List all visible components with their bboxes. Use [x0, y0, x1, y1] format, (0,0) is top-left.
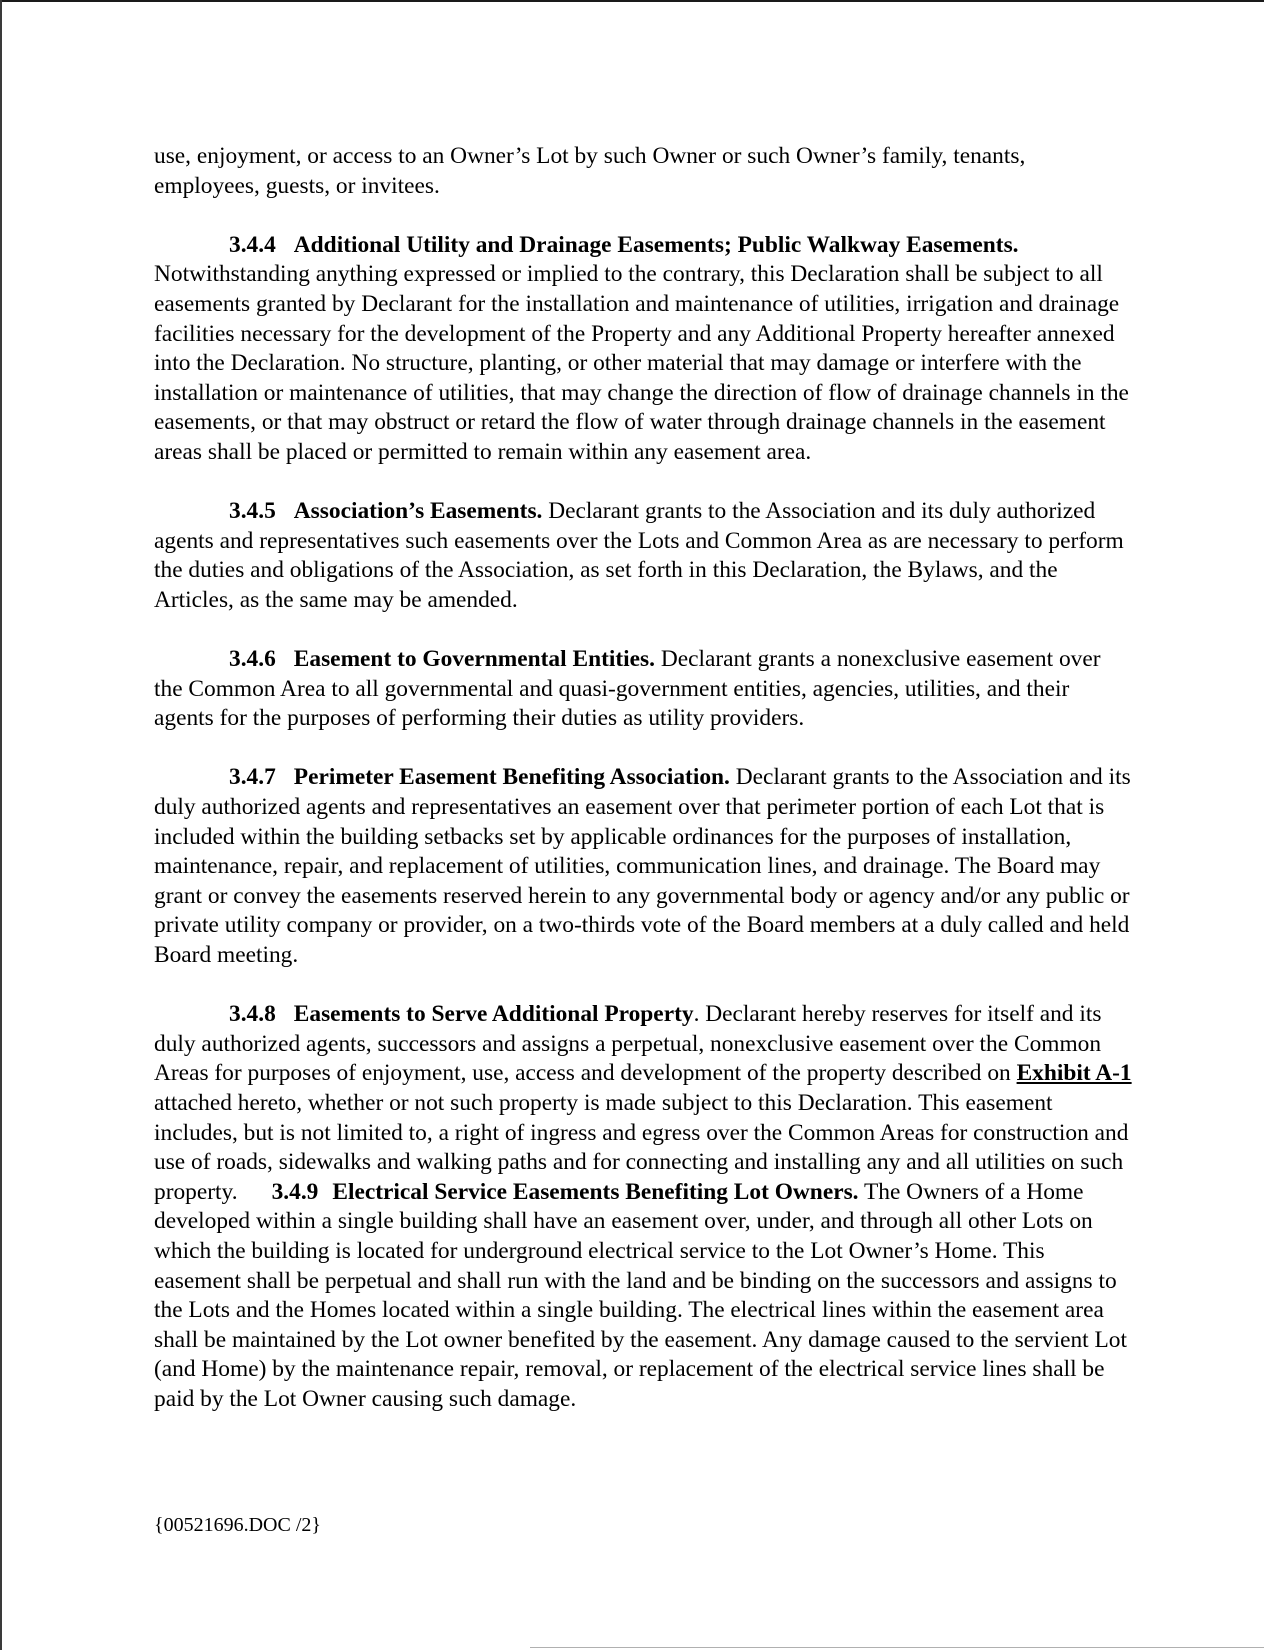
- section-number: 3.4.9: [271, 1178, 319, 1205]
- section-title: Easement to Governmental Entities.: [293, 646, 655, 673]
- section-3-4-9-text: The Owners of a Home developed within a single building shall have an easement over, under, and through all other Lots on which the building is located for underground electrical service to the Lot Owner’s Home. This easement shall be perpetual and shall run with the land and be binding on the successors and assigns to the Lots and the Homes located within a single building. The electrical lines within the easement area shall be maintained by the Lot owner benefited by the easement. Any damage caused to the servient Lot (and Home) by the maintenance repair, removal, or replacement of the electrical service lines shall be paid by the Lot Owner causing such damage.: [154, 1178, 1127, 1412]
- exhibit-reference: Exhibit A-1: [1016, 1060, 1132, 1087]
- section-text: Declarant grants a nonexclusive easement over the Common Area to all governmental and quasi-government entities, agencies, utilities, and their agents for the purposes of performing their duties as utility providers.: [154, 646, 1101, 732]
- section-number: 3.4.6: [229, 646, 276, 673]
- section-3-4-5: [154, 497, 1134, 615]
- section-3-4-6: [154, 645, 1134, 734]
- section-3-4-7: [154, 763, 1134, 970]
- section-number: 3.4.5: [229, 498, 276, 525]
- section-text: Declarant grants to the Association and its duly authorized agents and representatives an easement over that perimeter portion of each Lot that is included within the building setbacks set by applicable ordinances for the purposes of installation, maintenance, repair, and replacement of utilities, communication lines, and drainage. The Board may grant or convey the easements reserved herein to any governmental body or agency and/or any public or private utility company or provider, on a two-thirds vote of the Board members at a duly called and held Board meeting.: [154, 764, 1131, 969]
- section-text-part-b: attached hereto, whether or not such property is made subject to this Declaration. This easement includes, but is not limited to, a right of ingress and egress over the Common Areas for construction and use of roads, sidewalks and walking paths and for connecting and installing any and all utilities on such property.: [154, 1090, 1129, 1205]
- section-3-4-8: [154, 1000, 1134, 1414]
- intro-paragraph: [154, 142, 1134, 201]
- section-number: 3.4.4: [229, 231, 276, 258]
- scan-edge-bottom: [530, 1647, 1264, 1648]
- section-3-4-9-heading: [272, 1179, 859, 1205]
- section-number: 3.4.7: [229, 764, 276, 791]
- section-title: Easements to Serve Additional Property: [293, 1001, 694, 1028]
- section-text: Declarant grants to the Association and its duly authorized agents and representatives such easements over the Lots and Common Area as are necessary to perform the duties and obligations of the Association, as set forth in this Declaration, the Bylaws, and the Articles, as the same may be amended.: [154, 498, 1124, 613]
- section-title: Perimeter Easement Benefiting Association.: [293, 764, 730, 791]
- section-number: 3.4.8: [229, 1001, 276, 1028]
- section-text: Notwithstanding anything expressed or implied to the contrary, this Declaration shall be subject to all easements granted by Declarant for the installation and maintenance of utilities, irrigation and drainage facilities necessary for the development of the Property and any Additional Property hereafter annexed into the Declaration. No structure, planting, or other material that may damage or interfere with the installation or maintenance of utilities, that may change the direction of flow of drainage channels in the easements, or that may obstruct or retard the flow of water through drainage channels in the easement areas shall be placed or permitted to remain within any easement area.: [154, 261, 1129, 465]
- section-text-part-a: . Declarant hereby reserves for itself and its duly authorized agents, successors and assigns a perpetual, nonexclusive easement over the Common Areas for purposes of enjoyment, use, access and development of the property described on: [154, 1001, 1102, 1087]
- document-footer-id: {00521696.DOC /2}: [154, 1514, 321, 1536]
- section-title: Association’s Easements.: [293, 498, 543, 525]
- scan-edge-top: [0, 0, 1264, 2]
- section-3-4-4: [154, 231, 1134, 468]
- intro-text: use, enjoyment, or access to an Owner’s Lot by such Owner or such Owner’s family, tenants, employees, guests, or invitees.: [154, 143, 1026, 199]
- document-body: [154, 142, 1134, 1444]
- section-title: Additional Utility and Drainage Easements; Public Walkway Easements.: [293, 231, 1019, 258]
- section-title: Electrical Service Easements Benefiting Lot Owners.: [332, 1178, 859, 1205]
- scan-edge-left: [0, 0, 2, 1650]
